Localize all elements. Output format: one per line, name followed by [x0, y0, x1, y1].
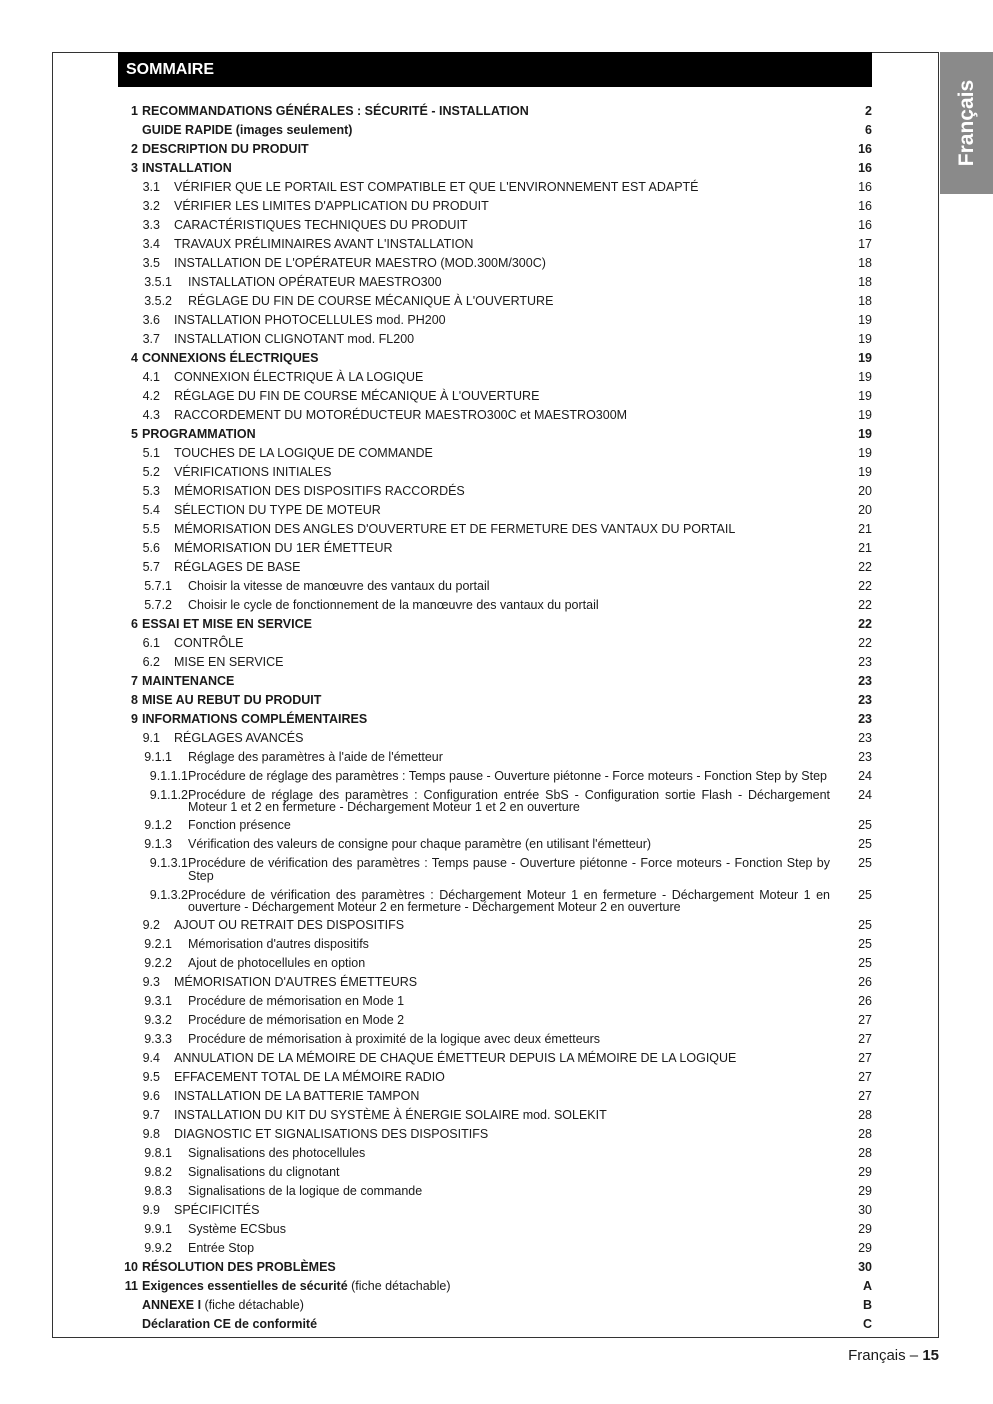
toc-entry-page: 20 [858, 503, 872, 517]
toc-entry[interactable] [118, 539, 872, 558]
toc-entry-title: Procédure de vérification des paramètres : Temps pause - Ouverture piétonne - Force moteurs - Fonction Step by Step [188, 856, 830, 883]
toc-entry-number: 3.2 [142, 199, 160, 213]
toc-entry[interactable] [118, 786, 872, 816]
toc-entry[interactable] [118, 767, 872, 786]
toc-entry-page: 27 [858, 1051, 872, 1065]
toc-entry[interactable] [118, 216, 872, 235]
toc-entry[interactable] [118, 854, 872, 886]
toc-entry-number: 9.9.2 [144, 1241, 172, 1255]
toc-entry[interactable] [118, 1296, 872, 1315]
toc-entry-number: 9.1.3.1 [149, 856, 188, 870]
toc-entry-title: CONNEXIONS ÉLECTRIQUES [142, 351, 319, 365]
toc-entry-page: A [862, 1279, 872, 1293]
toc-entry-number: 9.8.1 [144, 1146, 172, 1160]
toc-entry-page: 23 [858, 693, 872, 707]
toc-entry-title: RÉGLAGES DE BASE [174, 560, 301, 574]
toc-entry-page: 16 [858, 161, 872, 175]
toc-entry-number: 3 [131, 161, 138, 175]
toc-entry-number: 5.6 [142, 541, 160, 555]
toc-entry[interactable] [118, 835, 872, 854]
toc-entry-page: 19 [858, 446, 872, 460]
toc-entry[interactable] [118, 501, 872, 520]
toc-entry-number: 5.7.2 [144, 598, 172, 612]
toc-entry-note: (fiche détachable) [201, 1298, 304, 1312]
toc-entry[interactable] [118, 1068, 872, 1087]
toc-entry[interactable] [118, 1011, 872, 1030]
toc-entry-page: 27 [858, 1032, 872, 1046]
toc-entry-number: 5.3 [142, 484, 160, 498]
toc-entry-title: MÉMORISATION DU 1ER ÉMETTEUR [174, 541, 393, 555]
toc-entry-page: 22 [858, 598, 872, 612]
toc-entry[interactable] [118, 273, 872, 292]
toc-entry[interactable] [118, 482, 872, 501]
toc-entry[interactable] [118, 178, 872, 197]
toc-entry[interactable] [118, 425, 872, 444]
toc-entry-number: 9.2.2 [144, 956, 172, 970]
toc-entry-page: 23 [858, 731, 872, 745]
toc-entry-page: 25 [858, 956, 872, 970]
toc-entry-number: 4.1 [142, 370, 160, 384]
toc-entry-number: 4.3 [142, 408, 160, 422]
toc-entry-number: 9.9 [142, 1203, 160, 1217]
toc-entry-title: Entrée Stop [188, 1241, 255, 1255]
toc-entry-title: CONTRÔLE [174, 636, 244, 650]
footer-page-number: 15 [922, 1347, 939, 1364]
toc-entry-number: 5.5 [142, 522, 160, 536]
toc-entry[interactable] [118, 159, 872, 178]
toc-entry-number: 9.8 [142, 1127, 160, 1141]
toc-entry-page: 23 [858, 750, 872, 764]
toc-entry[interactable] [118, 1125, 872, 1144]
toc-entry-page: 22 [858, 579, 872, 593]
toc-entry[interactable] [118, 1049, 872, 1068]
toc-entry-title: DESCRIPTION DU PRODUIT [142, 142, 309, 156]
toc-entry-title: Signalisations de la logique de commande [188, 1184, 423, 1198]
toc-entry-title: Procédure de vérification des paramètres : Déchargement Moteur 1 en fermeture - Déchargement Moteur 1 en ouverture - Déchargement Moteur 2 en fermeture - Déchargement Moteur 2 en ouverture [188, 888, 830, 914]
toc-entry-title: INSTALLATION [142, 161, 232, 175]
toc-entry[interactable] [118, 691, 872, 710]
toc-entry-page: 28 [858, 1146, 872, 1160]
toc-entry-page: 18 [858, 256, 872, 270]
toc-entry-page: 21 [858, 541, 872, 555]
toc-entry-title: MÉMORISATION DES ANGLES D'OUVERTURE ET DE FERMETURE DES VANTAUX DU PORTAIL [174, 522, 736, 536]
toc-entry-page: 30 [858, 1203, 872, 1217]
toc-entry-number: 5.7.1 [144, 579, 172, 593]
toc-entry-title: SPÉCIFICITÉS [174, 1203, 260, 1217]
toc-entry-title: Signalisations du clignotant [188, 1165, 340, 1179]
toc-entry[interactable] [118, 596, 872, 615]
toc-entry-title: PROGRAMMATION [142, 427, 256, 441]
toc-entry-title: RACCORDEMENT DU MOTORÉDUCTEUR MAESTRO300C et MAESTRO300M [174, 408, 628, 422]
toc-entry[interactable] [118, 615, 872, 634]
toc-entry-title: Système ECSbus [188, 1222, 286, 1236]
toc-entry-page: 19 [858, 389, 872, 403]
toc-entry-title: INSTALLATION DE LA BATTERIE TAMPON [174, 1089, 420, 1103]
toc-entry-number: 8 [131, 693, 138, 707]
toc-entry-number: 9.3.3 [144, 1032, 172, 1046]
toc-entry[interactable] [118, 349, 872, 368]
toc-entry[interactable] [118, 577, 872, 596]
toc-entry-page: 19 [858, 427, 872, 441]
toc-entry-title: ESSAI ET MISE EN SERVICE [142, 617, 312, 631]
footer-language: Français – [848, 1347, 919, 1364]
toc-entry-title: VÉRIFIER QUE LE PORTAIL EST COMPATIBLE ET QUE L'ENVIRONNEMENT EST ADAPTÉ [174, 180, 699, 194]
toc-entry-title: Signalisations des photocellules [188, 1146, 366, 1160]
toc-entry-page: 19 [858, 370, 872, 384]
toc-entry-page: 25 [858, 837, 872, 851]
toc-entry[interactable] [118, 292, 872, 311]
toc-entry[interactable] [118, 1201, 872, 1220]
toc-entry[interactable] [118, 729, 872, 748]
toc-entry[interactable] [118, 254, 872, 273]
toc-entry-page: 23 [858, 655, 872, 669]
toc-entry-title: Ajout de photocellules en option [188, 956, 366, 970]
toc-entry-number: 9.2.1 [144, 937, 172, 951]
toc-entry-number: 6 [131, 617, 138, 631]
toc-entry-title: DIAGNOSTIC ET SIGNALISATIONS DES DISPOSITIFS [174, 1127, 489, 1141]
toc-entry-page: 20 [858, 484, 872, 498]
toc-entry-title: RÉGLAGES AVANCÉS [174, 731, 304, 745]
toc-entry-page: 30 [858, 1260, 872, 1274]
table-of-contents [118, 102, 872, 1334]
toc-entry[interactable] [118, 1315, 872, 1334]
toc-entry-number: 9.2 [142, 918, 160, 932]
toc-entry-title: INFORMATIONS COMPLÉMENTAIRES [142, 712, 368, 726]
toc-entry-page: 27 [858, 1013, 872, 1027]
toc-entry-number: 5.1 [142, 446, 160, 460]
toc-entry[interactable] [118, 311, 872, 330]
toc-entry-number: 3.4 [142, 237, 160, 251]
page-title: SOMMAIRE [118, 52, 872, 87]
toc-entry-page: 23 [858, 674, 872, 688]
toc-entry-page: 16 [858, 142, 872, 156]
toc-entry[interactable] [118, 1144, 872, 1163]
toc-entry-number: 3.1 [142, 180, 160, 194]
toc-entry-title: INSTALLATION PHOTOCELLULES mod. PH200 [174, 313, 446, 327]
toc-entry-page: 18 [858, 294, 872, 308]
toc-entry-title: Procédure de mémorisation en Mode 1 [188, 994, 405, 1008]
toc-entry-number: 9.1.3 [144, 837, 172, 851]
toc-entry[interactable] [118, 520, 872, 539]
toc-entry-number: 3.6 [142, 313, 160, 327]
toc-entry-number: 9.4 [142, 1051, 160, 1065]
toc-entry-page: 22 [858, 617, 872, 631]
toc-entry[interactable] [118, 387, 872, 406]
toc-entry-page: 29 [858, 1222, 872, 1236]
toc-entry-number: 5.7 [142, 560, 160, 574]
toc-entry-number: 4.2 [142, 389, 160, 403]
toc-entry-page: 18 [858, 275, 872, 289]
toc-entry-page: B [862, 1298, 872, 1312]
toc-entry-page: 28 [858, 1108, 872, 1122]
toc-entry-number: 9.8.2 [144, 1165, 172, 1179]
toc-entry-title: MISE EN SERVICE [174, 655, 284, 669]
toc-entry-page: 16 [858, 199, 872, 213]
toc-entry[interactable] [118, 140, 872, 159]
toc-entry-page: 19 [858, 313, 872, 327]
toc-entry-title: CARACTÉRISTIQUES TECHNIQUES DU PRODUIT [174, 218, 468, 232]
toc-entry-title: Fonction présence [188, 818, 291, 832]
toc-entry-page: 17 [858, 237, 872, 251]
toc-entry-title: ANNULATION DE LA MÉMOIRE DE CHAQUE ÉMETTEUR DEPUIS LA MÉMOIRE DE LA LOGIQUE [174, 1051, 737, 1065]
toc-entry-number: 5 [131, 427, 138, 441]
toc-entry-title: Procédure de mémorisation à proximité de la logique avec deux émetteurs [188, 1032, 601, 1046]
language-tab [940, 52, 993, 194]
toc-entry-title: MÉMORISATION DES DISPOSITIFS RACCORDÉS [174, 484, 465, 498]
toc-entry-page: 28 [858, 1127, 872, 1141]
toc-entry[interactable] [118, 916, 872, 935]
toc-entry-page: 2 [865, 104, 872, 118]
toc-entry[interactable] [118, 935, 872, 954]
toc-entry-title: TOUCHES DE LA LOGIQUE DE COMMANDE [174, 446, 433, 460]
toc-entry-number: 9.9.1 [144, 1222, 172, 1236]
toc-entry-number: 6.2 [142, 655, 160, 669]
toc-entry[interactable] [118, 634, 872, 653]
toc-entry-title: VÉRIFICATIONS INITIALES [174, 465, 332, 479]
toc-entry-page: 23 [858, 712, 872, 726]
toc-entry-number: 9.3.1 [144, 994, 172, 1008]
toc-entry-page: 24 [858, 788, 872, 802]
toc-entry[interactable] [118, 748, 872, 767]
toc-entry[interactable] [118, 973, 872, 992]
toc-entry-title: MISE AU REBUT DU PRODUIT [142, 693, 322, 707]
toc-entry-page: 27 [858, 1089, 872, 1103]
toc-entry[interactable] [118, 406, 872, 425]
toc-entry-title: SÉLECTION DU TYPE DE MOTEUR [174, 503, 381, 517]
toc-entry[interactable] [118, 463, 872, 482]
toc-entry[interactable] [118, 886, 872, 916]
toc-entry-page: 29 [858, 1184, 872, 1198]
toc-entry-title: RÉGLAGE DU FIN DE COURSE MÉCANIQUE À L'OUVERTURE [188, 294, 554, 308]
toc-entry-number: 2 [131, 142, 138, 156]
toc-entry-page: 19 [858, 351, 872, 365]
toc-entry-title: INSTALLATION CLIGNOTANT mod. FL200 [174, 332, 415, 346]
toc-entry-title: EFFACEMENT TOTAL DE LA MÉMOIRE RADIO [174, 1070, 445, 1084]
toc-entry-title: Réglage des paramètres à l'aide de l'émetteur [188, 750, 443, 764]
toc-entry-number: 9.1.2 [144, 818, 172, 832]
toc-entry[interactable] [118, 444, 872, 463]
toc-entry-number: 3.5.1 [144, 275, 172, 289]
toc-entry-page: 29 [858, 1241, 872, 1255]
toc-entry-page: 25 [858, 856, 872, 870]
toc-entry-page: 6 [865, 123, 872, 137]
toc-entry-page: 29 [858, 1165, 872, 1179]
toc-entry-number: 9.8.3 [144, 1184, 172, 1198]
toc-entry[interactable] [118, 816, 872, 835]
toc-entry-page: 27 [858, 1070, 872, 1084]
toc-entry-title: CONNEXION ÉLECTRIQUE À LA LOGIQUE [174, 370, 424, 384]
toc-entry-title: Exigences essentielles de sécurité (fiche détachable) [142, 1279, 451, 1293]
toc-entry[interactable] [118, 197, 872, 216]
toc-entry-title: MÉMORISATION D'AUTRES ÉMETTEURS [174, 975, 418, 989]
toc-entry-number: 9.6 [142, 1089, 160, 1103]
toc-entry-number: 1 [131, 104, 138, 118]
toc-entry-title: Mémorisation d'autres dispositifs [188, 937, 369, 951]
toc-entry-page: 19 [858, 332, 872, 346]
toc-entry[interactable] [118, 1182, 872, 1201]
toc-entry-number: 9.1.1 [144, 750, 172, 764]
toc-entry-title: INSTALLATION OPÉRATEUR MAESTRO300 [188, 275, 442, 289]
toc-entry-number: 9.1.3.2 [149, 888, 188, 902]
toc-entry[interactable] [118, 1258, 872, 1277]
toc-entry-number: 9.3 [142, 975, 160, 989]
toc-entry[interactable] [118, 121, 872, 140]
toc-entry[interactable] [118, 992, 872, 1011]
toc-entry-page: 19 [858, 408, 872, 422]
toc-entry[interactable] [118, 1030, 872, 1049]
toc-entry-number: 9.1.1.1 [149, 769, 188, 783]
toc-entry-number: 6.1 [142, 636, 160, 650]
toc-entry-page: 25 [858, 937, 872, 951]
toc-entry-title: Déclaration CE de conformité [142, 1317, 318, 1331]
toc-entry-title: MAINTENANCE [142, 674, 235, 688]
toc-entry[interactable] [118, 235, 872, 254]
toc-entry[interactable] [118, 1106, 872, 1125]
toc-entry[interactable] [118, 1239, 872, 1258]
toc-entry-title: Procédure de mémorisation en Mode 2 [188, 1013, 405, 1027]
toc-entry-number: 5.2 [142, 465, 160, 479]
toc-entry-number: 5.4 [142, 503, 160, 517]
toc-entry-number: 7 [131, 674, 138, 688]
toc-entry[interactable] [118, 1163, 872, 1182]
toc-entry-page: 26 [858, 994, 872, 1008]
toc-entry-number: 3.7 [142, 332, 160, 346]
toc-entry-page: 22 [858, 636, 872, 650]
toc-entry-title: TRAVAUX PRÉLIMINAIRES AVANT L'INSTALLATION [174, 237, 474, 251]
toc-entry-page: 22 [858, 560, 872, 574]
toc-entry-number: 4 [131, 351, 138, 365]
toc-entry[interactable] [118, 102, 872, 121]
toc-entry-title: RECOMMANDATIONS GÉNÉRALES : SÉCURITÉ - INSTALLATION [142, 104, 529, 118]
toc-entry-number: 9.1.1.2 [149, 788, 188, 802]
toc-entry-page: 16 [858, 218, 872, 232]
toc-entry-title: GUIDE RAPIDE (images seulement) [142, 123, 353, 137]
toc-entry-number: 9.5 [142, 1070, 160, 1084]
toc-entry[interactable] [118, 558, 872, 577]
toc-entry-title: INSTALLATION DE L'OPÉRATEUR MAESTRO (MOD.300M/300C) [174, 256, 546, 270]
toc-entry-page: 21 [858, 522, 872, 536]
toc-entry-page: 25 [858, 918, 872, 932]
toc-entry-number: 9 [131, 712, 138, 726]
toc-entry[interactable] [118, 1220, 872, 1239]
toc-entry-page: 19 [858, 465, 872, 479]
toc-entry-number: 9.7 [142, 1108, 160, 1122]
toc-entry[interactable] [118, 1277, 872, 1296]
toc-entry-number: 3.5.2 [144, 294, 172, 308]
toc-entry-title: Procédure de réglage des paramètres : Configuration entrée SbS - Configuration sortie Flash - Déchargement Moteur 1 et 2 en fermeture - Déchargement Moteur 1 et 2 en ouverture [188, 788, 830, 814]
toc-entry-page: 25 [858, 818, 872, 832]
toc-entry-number: 9.1 [142, 731, 160, 745]
toc-entry-number: 9.3.2 [144, 1013, 172, 1027]
language-tab-label: Français [954, 79, 978, 167]
toc-entry-title: Procédure de réglage des paramètres : Temps pause - Ouverture piétonne - Force moteurs - Fonction Step by Step [188, 769, 827, 783]
toc-entry-number: 3.5 [142, 256, 160, 270]
toc-entry-number: 10 [124, 1260, 138, 1274]
toc-entry[interactable] [118, 672, 872, 691]
toc-entry[interactable] [118, 1087, 872, 1106]
toc-entry-page: 16 [858, 180, 872, 194]
toc-entry-title: Choisir la vitesse de manœuvre des vantaux du portail [188, 579, 490, 593]
toc-entry-title: ANNEXE I (fiche détachable) [142, 1298, 304, 1312]
toc-entry-page: C [862, 1317, 872, 1331]
toc-entry[interactable] [118, 710, 872, 729]
toc-entry-title: Choisir le cycle de fonctionnement de la manœuvre des vantaux du portail [188, 598, 599, 612]
toc-entry-title: INSTALLATION DU KIT DU SYSTÈME À ÉNERGIE SOLAIRE mod. SOLEKIT [174, 1108, 607, 1122]
toc-entry[interactable] [118, 330, 872, 349]
toc-entry[interactable] [118, 368, 872, 387]
toc-entry-title: RÉSOLUTION DES PROBLÈMES [142, 1260, 336, 1274]
toc-entry-page: 26 [858, 975, 872, 989]
toc-entry-page: 25 [858, 888, 872, 902]
toc-entry[interactable] [118, 653, 872, 672]
toc-entry-title: Vérification des valeurs de consigne pour chaque paramètre (en utilisant l'émetteur) [188, 837, 652, 851]
toc-entry-page: 24 [858, 769, 872, 783]
page-footer [848, 1347, 939, 1364]
toc-entry-title: RÉGLAGE DU FIN DE COURSE MÉCANIQUE À L'OUVERTURE [174, 389, 540, 403]
toc-entry-title: VÉRIFIER LES LIMITES D'APPLICATION DU PRODUIT [174, 199, 489, 213]
toc-entry-title: AJOUT OU RETRAIT DES DISPOSITIFS [174, 918, 405, 932]
toc-entry-number: 11 [124, 1279, 138, 1293]
toc-entry[interactable] [118, 954, 872, 973]
toc-entry-note: (fiche détachable) [347, 1279, 451, 1293]
toc-entry-number: 3.3 [142, 218, 160, 232]
